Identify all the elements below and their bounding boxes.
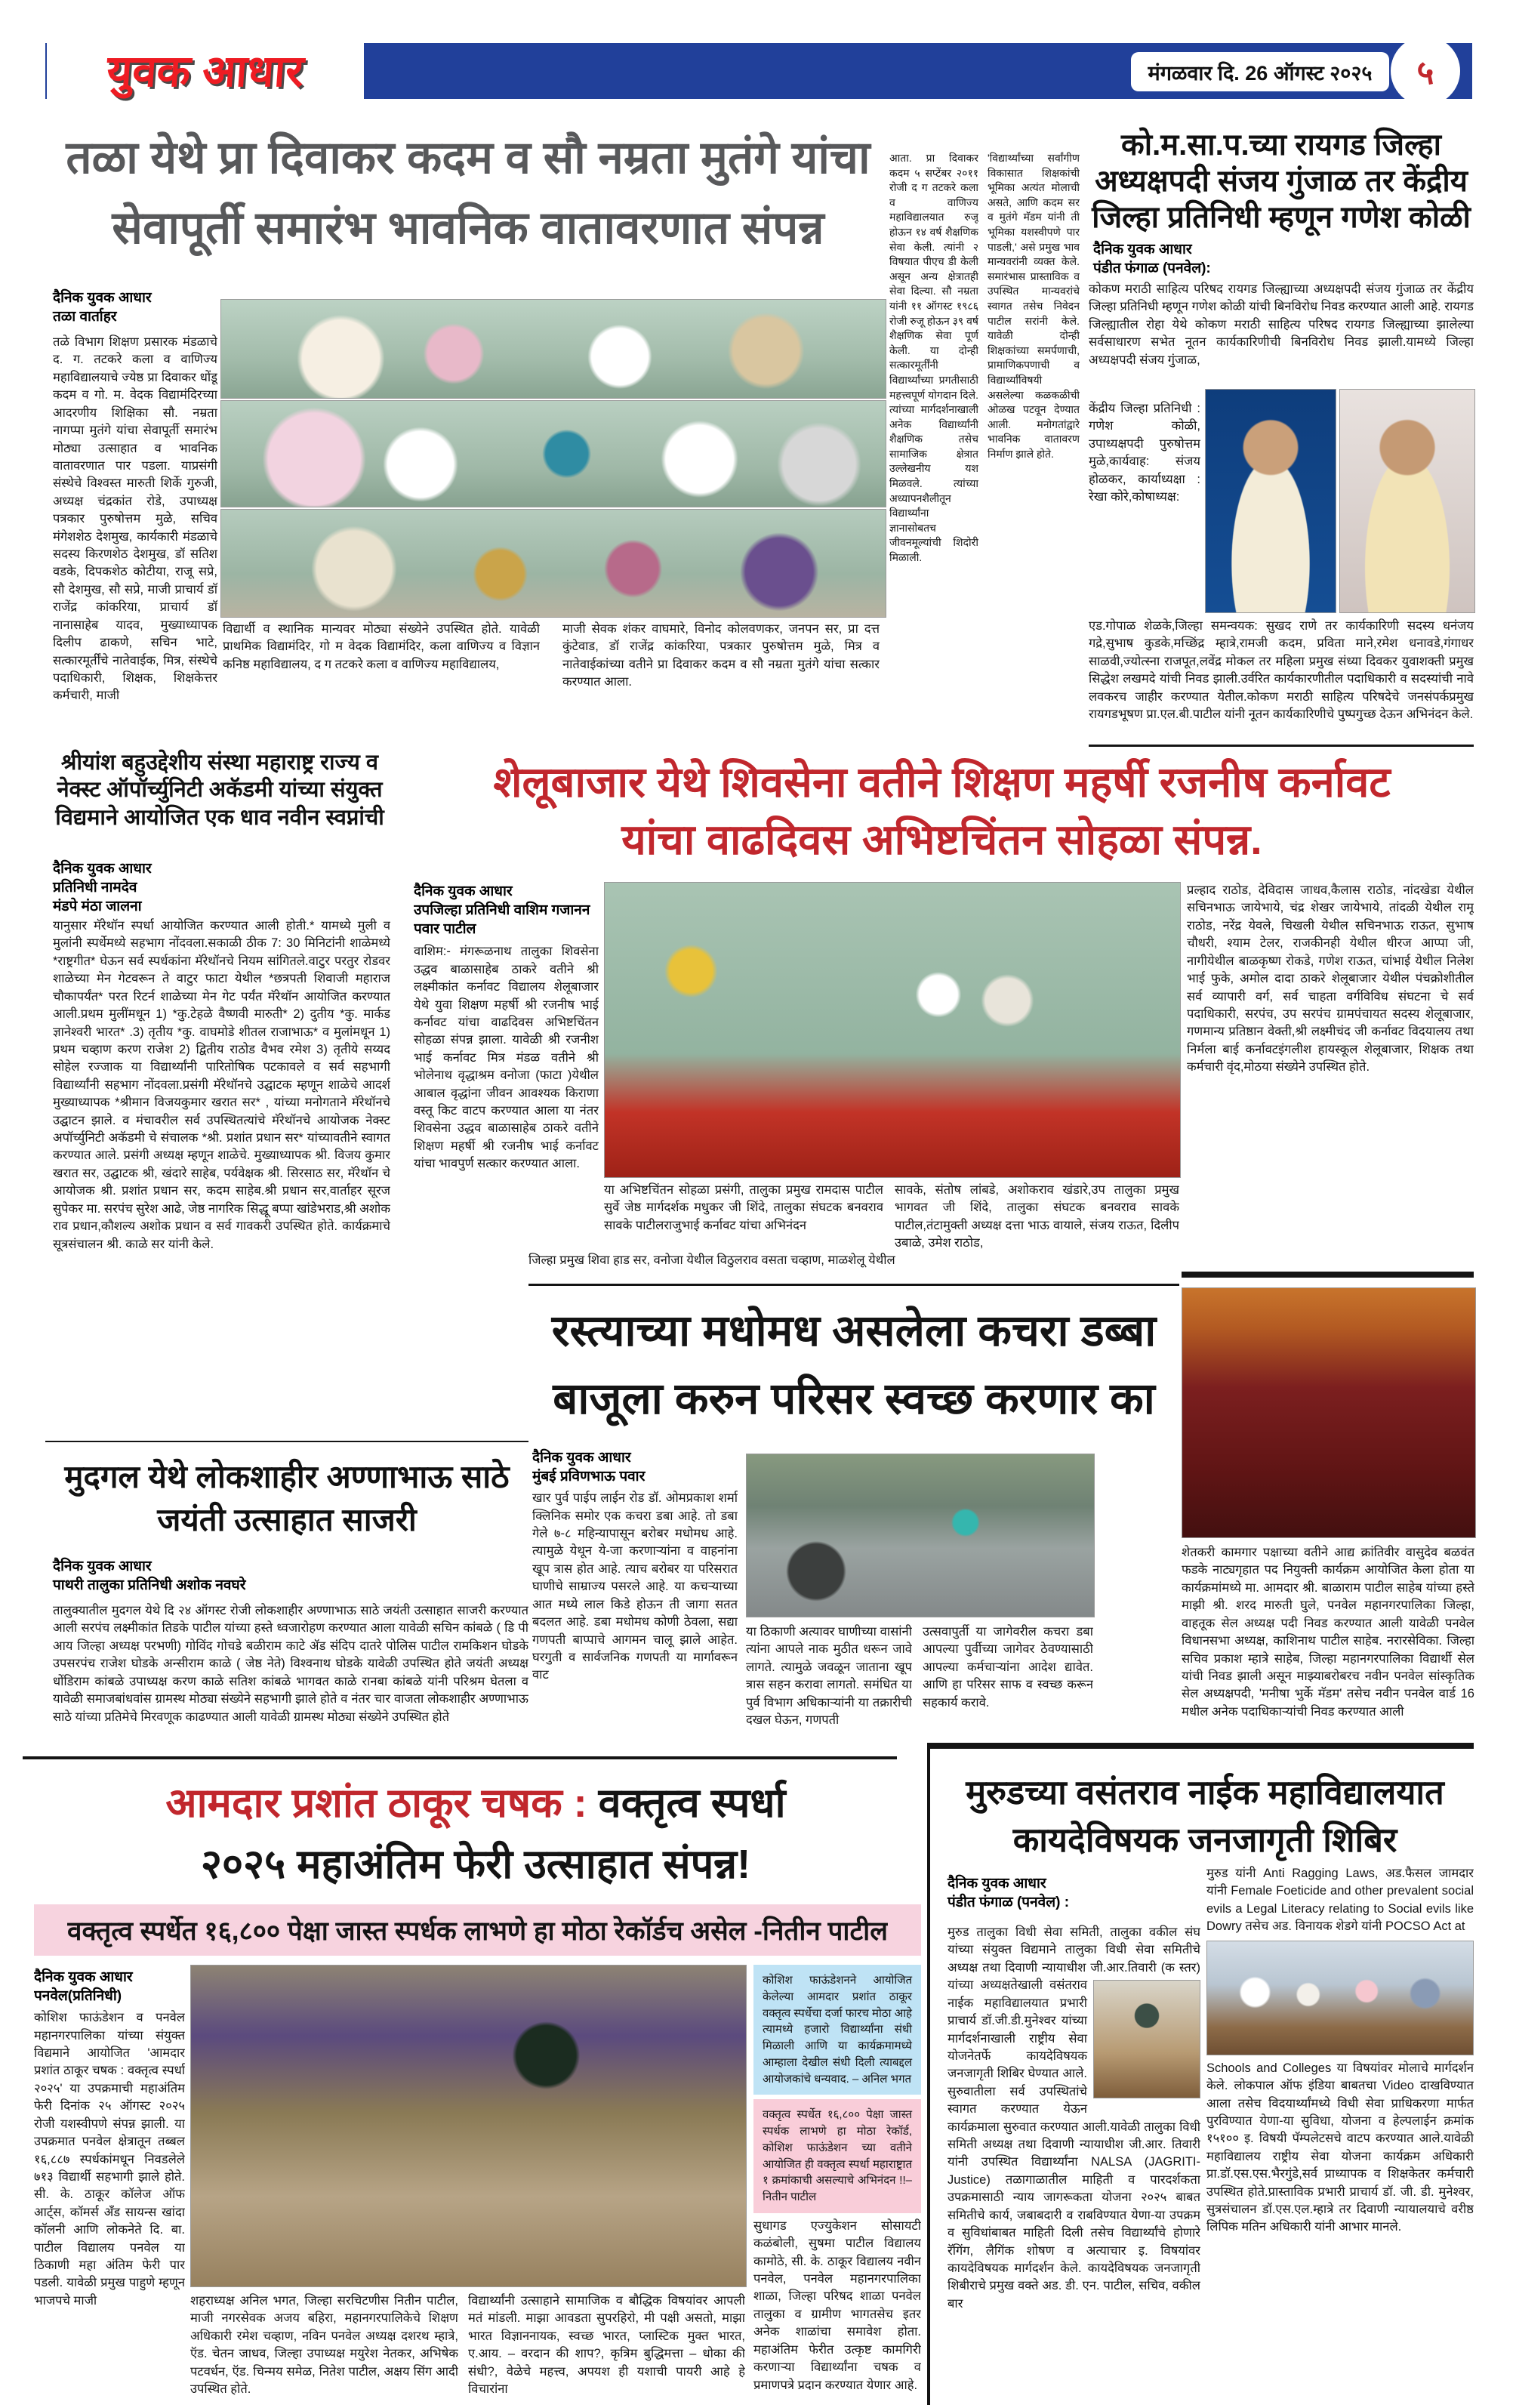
shelubajar-byline-reporter: उपजिल्हा प्रतिनिधी वाशिम गजानन पवार पाटील: [414, 902, 590, 938]
komasap-para2: एड.गोपाळ शेळके,जिल्हा समन्वयक: सुखद राणे तर कार्यकारिणी सदस्य धनंजय गद्रे,सुभाष कुडके,मच्छिंद्र म्हात्रे,रामजी कदम, प्रविता माने,रमेश धनावडे,गंगाधर साळवी,ज्योत्स्ना राजपूत,लवेंद्र मोकल तर महिला प्रमुख संध्या दिवकर युवाशक्ती प्रमुख सिद्धेश लखमदे यांची निवड झाली.उर्वरित कार्यकारणीतील पदाधिकारी व सदस्यांची नावे लवकरच जाहीर करण्यात येतील.कोकण मराठी साहित्य परिषदेचे जनसंपर्कप्रमुख रायगडभूषण प्रा.एल.बी.पाटील यांनी नूतन कार्यकारिणीचे पुष्पगुच्छ देऊन अभिनंदन केले.: [1089, 619, 1474, 722]
tala-col3: 'विद्यार्थ्यांच्या सर्वांगीण विकासात शिक्षकांची भूमिका अत्यंत मोलाची असते, आणि कदम सर व मुतंगे मॅडम यांनी ती भूमिका यशस्वीपणे पार पाडली,' असे प्रमुख भाव मान्यवरांनी व्यक्त केले. समारंभास प्रास्ताविक व उपस्थित मान्यवरांचे स्वागत तसेच निवेदन पाटील सरांनी केले. यावेळी दोन्ही शिक्षकांच्या समर्पणाची, प्रामाणिकपणाची व विद्यार्थ्यांविषयी असलेल्या कळकळीची ओळख पटवून देण्यात आली. मनोगतांद्वारे भावनिक वातावरण निर्माण झाले होते.: [988, 152, 1080, 460]
thakur-caption-a: शहराध्यक्ष अनिल भगत, जिल्हा सरचिटणीस नितीन पाटील, माजी नगरसेवक अजय बहिरा, महानगरपालिकेचे शिक्षण अधिकारी रमेश चव्हाण, नविन पनवेल अध्यक्ष दशरथ म्हात्रे, ऍड. चेतन जाधव, जिल्हा उपाध्यक्ष मयुरेश नेतकर, अभिषेक पटवर्धन, ऍड. चिन्मय समेळ, नितेश पाटील, अक्षय सिंग आदी उपस्थित होते.: [190, 2294, 458, 2397]
kachra-caption-left: या ठिकाणी अत्यावर घाणीच्या वासांनी त्यांना आपले नाक मुठीत धरून जावे लागते. त्यामुळे जवळून जाताना खूप त्रास सहन करावा लागतो. समंधित या पुर्व विभाग अधिकाऱ्यांनी या तक्रारीची दखल घेऊन, गणपती: [746, 1625, 912, 1728]
thakur-banner-text: वक्तृत्व स्पर्धेत १६,८०० पेक्षा जास्त स्पर्धक लाभणे हा मोठा रेकॉर्डच असेल -नितीन पाटील: [67, 1916, 888, 1946]
thakur-byline-paper: दैनिक युवक आधार: [34, 1969, 133, 1985]
photo-felicitation-1: [220, 299, 886, 399]
shriyansh-byline-line3: मंडपे मंठा जालना: [53, 899, 142, 915]
thakur-blue-box: कोशिश फाऊंडेशनने आयोजित केलेल्या आमदार प्रशांत ठाकूर वक्तृत्व स्पर्धेचा दर्जा फारच मोठा आहे त्यामध्ये हजारो विद्यार्थ्यांना संधी मिळाली आणि या कार्यक्रमामध्ये आम्हाला देखील संधी दिली त्याबद्दल आयोजकांचे धन्यवाद. – अनिल भगत: [753, 1965, 921, 2095]
shelubajar-caption-bottom: जिल्हा प्रमुख शिवा हाड सर, वनोजा येथील विठुलराव वसता चव्हाण, माळशेलू येथील: [528, 1253, 895, 1267]
shelubajar-col1: [414, 882, 599, 1286]
thakur-headline-line2: २०२५ महाअंतिम फेरी उत्साहात संपन्न!: [200, 1842, 751, 1887]
mudgal-headline: मुदगल येथे लोकशाहीर अण्णाभाऊ साठे जयंती उत्साहात साजरी: [64, 1459, 510, 1537]
masthead-logo: [47, 35, 364, 103]
mudgal-byline-paper: दैनिक युवक आधार: [53, 1559, 152, 1574]
photo-speech-competition: [190, 1965, 747, 2287]
logo-text: युवक आधार: [105, 46, 306, 96]
komasap-side: केंद्रीय जिल्हा प्रतिनिधी : गणेश कोळी, उपाध्यक्षपदी पुरुषोत्तम मुळे,कार्यवाह: संजय होळकर, कार्याध्यक्षा : रेखा कोरे,कोषाध्यक्ष:: [1089, 402, 1200, 504]
komasap-byline: [1093, 240, 1474, 278]
mudgal-body: तालुक्यातील मुदगल येथे दि २४ ऑगस्ट रोजी लोकशाहीर अण्णाभाऊ साठे जयंती उत्साहात साजरी करण्यात आली सरपंच लक्ष्मीकांत तिडके पाटील यांच्या हस्ते ध्वजारोहण करण्यात आला यावेळी सचिन कांबळे ( डि पी आय जिल्हा अध्यक्ष परभणी) गोविंद गोचडे बळीराम काटे ॲड संदिप दातरे पोलिस पाटील रामकिशन घोडके उपसरपंच राजेश घोडके अन्सीराम काळे ( जेष्ठ नेते) विश्वनाथ घोडके यावेळी उपस्थित होते जयंती अध्यक्ष धोंडिराम कांबळे उपाध्यक्ष करण काळे सतिश कांबळे भागवत काळे रानबा कांबळे यांनी परिश्रम घेतला व यावेळी समाजबांधवांस ग्रामस्थ मोठ्या संख्येने सहभागी झाले होते व नंतर चार वाजता लोकशाहीर अण्णाभाऊ साठे यांच्या प्रतिमेचे मिरवणूक काढण्यात आली यावेळी ग्रामस्थ मोठ्या संख्येने उपस्थित होते: [53, 1604, 528, 1724]
kachra-body: खार पुर्व पाईप लाईन रोड डॉ. ओमप्रकाश शर्मा क्लिनिक समोर एक कचरा डबा आहे. तो डबा गेले ७-८ महिन्यापासून बरोबर मधोमध आहे. त्यामुळे येथून ये-जा करणाऱ्यांना व वाहनांना खूप त्रास होत आहे. त्याच बरोबर या परिसरात घाणीचे साम्राज्य पसरले आहे. या कचऱ्याच्या आत मध्ये लाल किडे होऊन ती जागा सतत बदलत आहे. डबा मधोमध कोणी ठेवला, सद्या गणपती बाप्पाचे आगमन चालू झाले आहेत. घरगुती व सार्वजनिक गणपती या मार्गावरून वाट: [532, 1491, 738, 1682]
murud-col1: [948, 1924, 1200, 2404]
tala-byline-reporter: तळा वार्ताहर: [53, 309, 117, 325]
murud-col1-seg1: मुरुड तालुका विधी सेवा समिती, तालुका वकील संघ यांच्या संयुक्त विद्यमाने तालुका विधी सेवा समितीचे अध्यक्ष तथा दिवाणी न्यायाधीश जी.आर.तिवारी (क स्तर): [948, 1925, 1200, 1975]
shriyansh-headline: श्रीयांश बहुउद्देशीय संस्था महाराष्ट्र राज्य व नेक्स्ट ऑपॉर्च्युनिटी अकॅडमी यांच्या संयुक्त विद्यमाने आयोजित एक धाव नवीन स्वप्नांची: [55, 751, 384, 830]
masthead-date: [1131, 52, 1389, 91]
murud-byline: [948, 1874, 1204, 1912]
divider: [1089, 745, 1474, 747]
photo-podium-speaker: [1093, 1980, 1200, 2098]
thakur-headline-red: आमदार प्रशांत ठाकूर चषक :: [165, 1781, 599, 1826]
shriyansh-byline-paper: दैनिक युवक आधार: [53, 861, 152, 877]
mudgal-byline-reporter: पाथरी तालुका प्रतिनिधी अशोक नवघरे: [53, 1577, 246, 1594]
tala-col1: तळे विभाग शिक्षण प्रसारक मंडळाचे द. ग. तटकरे कला व वाणिज्य महाविद्यालयाचे ज्येष्ठ प्रा दिवाकर धोंडू कदम व गो. म. वेदक विद्यामंदिरच्या आदरणीय शिक्षिका सौ. नम्रता नागप्पा मुतंगे यांचा सेवापूर्ती समारंभ मोठ्या उत्साहात व भावनिक वातावरणात पार पडला. याप्रसंगी संस्थेचे विश्वस्त मारुती शिर्के गुरुजी, अध्यक्ष चंद्रकांत रोडे, उपाध्यक्ष पत्रकार पुरुषोत्तम मुळे, सचिव मंगेशशेठ देशमुख, कार्यकारी मंडळाचे सदस्य किरणशेठ देशमुख, डॉ सतिश वडके, दिपकशेठ कोटीया, राजू सप्रे, सौ देशमुख, सौ सप्रे, माजी प्राचार्य डॉ राजेंद्र कांकरिया, प्राचार्य डॉ नानासाहेब यादव, मुख्याध्यापक दिलीप ढाकणे, सचिन भाटे, सत्कारमूर्तींचे नातेवाईक, मित्र, संस्थेचे पदाधिकारी, शिक्षक, शिक्षकेत्तर कर्मचारी, माजी: [53, 335, 217, 703]
thakur-banner: [34, 1904, 921, 1956]
photo-felicitation-3: [220, 509, 886, 618]
divider: [1182, 1272, 1474, 1278]
photo-garbage-street: [746, 1454, 1095, 1617]
thakur-col1: [34, 1968, 185, 2404]
divider: [23, 1756, 897, 1759]
tala-byline: [53, 288, 217, 326]
divider: [927, 1743, 1474, 1749]
divider: [528, 1284, 1179, 1286]
shelubajar-body: वाशिम:- मंगरूळनाथ तालुका शिवसेना उद्धव बाळासाहेब ठाकरे वतीने श्री लक्ष्मीकांत कर्नावट विद्यालय शेलूबाजार येथे युवा शिक्षण महर्षी श्री रजनीष भाई कर्नावट यांचा वाढदिवस अभिष्टचिंतन सोहळा संपन्न झाला. यावेळी श्री रजनीश भाई कर्नावट मित्र मंडळ वतीने श्री भोलेनाथ वृद्धाश्रम वनोजा (फाटा )येथील आबाल वृद्धांना जीवन आवश्यक किराणा वस्तू किट वाटप करण्यात आला या नंतर शिवसेना उद्धव बाळासाहेब ठाकरे वतीने शिक्षण महर्षी श्री रजनीष भाई कर्नावट यांचा भावपुर्ण सत्कार करण्यात आला.: [414, 945, 599, 1171]
shriyansh-byline: [53, 859, 393, 916]
kachra-byline-paper: दैनिक युवक आधार: [532, 1450, 631, 1466]
photo-legal-camp-panel: [1206, 1941, 1474, 2055]
murud-byline-paper: दैनिक युवक आधार: [948, 1876, 1046, 1892]
photo-shelubajar-event: [604, 882, 1181, 1178]
thakur-caption-b: विद्यार्थ्यांनी उत्साहाने सामाजिक व बौद्धिक विषयांवर आपली मतं मांडली. माझा आवडता सुपरहिरो, मी पक्षी असतो, माझा भारत विज्ञाननायक, स्वच्छ भारत, प्लास्टिक मुक्त भारत, ए.आय. – वरदान की शाप?, कृत्रिम बुद्धिमत्ता – धोका की संधी?, वेळेचे महत्त्व, अपयश ही यशाची पायरी आहे हे विचारांना: [468, 2294, 745, 2397]
divider: [927, 1743, 930, 2405]
kachra-col1: [532, 1448, 738, 1754]
divider: [45, 1441, 528, 1442]
tala-caption-left: विद्यार्थी व स्थानिक मान्यवर मोठ्या संख्येने उपस्थित होते. यावेळी प्राथमिक विद्यामंदिर, गो म वेदक विद्यामंदिर, कला वाणिज्य व विज्ञान कनिष्ठ महाविद्यालय, द ग तटकरे कला व वाणिज्य महाविद्यालय,: [223, 622, 540, 671]
photo-sanjay-gunjal-portrait: [1205, 389, 1336, 613]
murud-byline-reporter: पंडीत फंगाळ (पनवेल) :: [948, 1895, 1070, 1911]
date-text: मंगळवार दि. 26 ऑगस्ट २०२५: [1148, 61, 1373, 85]
photo-ganesh-koli-portrait: [1339, 389, 1475, 613]
shelubajar-caption-right: सावके, संतोष लांबडे, अशोकराव खंडारे,उप तालुका प्रमुख भागवत जी शिंदे, तालुका संघटक बनवराव सावके पाटील,तंटामुक्ती अध्यक्ष दत्ता भाऊ वायाले, संजय राऊत, दिलीप उबाळे, उमेश राठोड,: [895, 1183, 1179, 1250]
thakur-col4-body: सुधागड एज्युकेशन सोसायटी कळंबोली, सुषमा पाटील विद्यालय कामोठे, सी. के. ठाकूर विद्यालय नवीन पनवेल, पनवेल महानगरपालिका शाळा, जिल्हा परिषद शाळा पनवेल तालुका व ग्रामीण भागतसेच इतर अनेक शाळांचा समावेश होता. महाअंतिम फेरीत उत्कृष्ट कामगिरी करणाऱ्या विद्यार्थ्यांना चषक व प्रमाणपत्रे प्रदान करण्यात येणार आहे.: [753, 2218, 921, 2392]
photo-felicitation-2: [220, 400, 886, 507]
komasap-headline: को.म.सा.प.च्या रायगड जिल्हा अध्यक्षपदी संजय गुंजाळ तर केंद्रीय जिल्हा प्रतिनिधी म्हणून गणेश कोळी: [1092, 128, 1471, 234]
kachra-headline: [530, 1297, 1178, 1441]
komasap-byline-reporter: पंडीत फंगाळ (पनवेल):: [1093, 261, 1211, 277]
shriyansh-body: यानुसार मॅरेथॉन स्पर्धा आयोजित करण्यात आली होती.* यामध्ये मुली व मुलांनी स्पर्धेमध्ये सहभाग नोंदवला.सकाळी ठीक 7: 30 मिनिटांनी शाळेमध्ये *राष्ट्रगीत* घेऊन सर्व स्पर्धकांना मॅरेथॉनचे नियम सांगितले.वाटुर परतुर रोडवर शाळेच्या मेन गेटवरून ते वाटुर फाटा येथील *छत्रपती शिवाजी महाराज चौकापर्यंत* परत रिटर्न शाळेच्या मेन गेट पर्यंत मॅरेथॉन आयोजित करण्यात आली.प्रथम मुलींमधून 1) *कु.टेहळे वैष्णवी मारुती* 2) दुतीय *कु. मार्कड ज्ञानेश्वरी भारत* .3) तृतीय *कु. वाघमोडे शीतल राजाभाऊ* व मुलांमधून 1) प्रथम चव्हाण करण राजेश 2) द्वितीय राठोड वैभव रमेश 3) तृतीये सय्यद सोहेल रज्जाक या विद्यार्थ्यांनी पारितोषिक पटकावले व सर्व सहभागी विद्यार्थ्यांनी सहभाग नोंदवला.प्रसंगी मॅरेथॉनचे उद्घाटक म्हणून शाळेचे आदर्श मुख्याध्यापक *श्रीमान विजयकुमार खरात सर* , यांच्या मनोगताने मॅरेथॉनचे उद्घाटन झाले. व मंचावरील सर्व उपस्थितत्यांचे मॅरेथॉनचे आयोजक नेक्स्ट अपॉर्च्युनिटी अकॅडमी चे संचालक *श्री. प्रशांत प्रधान सर* यांच्यावतीने स्वागत करण्यात आले. प्रसंगी अध्यक्ष म्हणून शाळेचे. मुख्याध्यापक श्री. विजय कुमार खरात सर, उद्घाटक श्री, खंदारे साहेब, पर्यवेक्षक श्री. सिरसाठ सर, मॅरेथॉन चे आयोजक श्री. प्रशांत प्रधान सर, कदम साहेब.श्री प्रधान सर,वार्ताहर सूरज सुपेकर मा. सरपंच सुरेश आढे, जेष्ठ नागरिक सिद्धू बप्पा खांडेभराड,श्री अशोक राव प्रधान,कौशल्य अशोक प्रधान व सर्व गावकरी उपस्थित होते. कार्यक्रमाचे सूत्रसंचालन श्री. काळे सर यांनी केले.: [53, 919, 390, 1251]
page-number: ५: [1416, 54, 1434, 91]
murud-headline: मुरुडच्या वसंतराव नाईक महाविद्यालयात कायदेविषयक जनजागृती शिबिर: [966, 1773, 1444, 1859]
tala-headline: तळा येथे प्रा दिवाकर कदम व सौ नम्रता मुतंगे यांचा सेवापूर्ती समारंभ भावनिक वातावरणात संपन्न: [66, 132, 870, 253]
shelubajar-headline-line1: शेलूबाजार येथे शिवसेना वतीने शिक्षण महर्षी रजनीष कर्नावट: [493, 758, 1391, 806]
murud-col2-seg1: मुरुड यांनी Anti Ragging Laws, अड.फैसल जामदार यांनी Female Foeticide and other prevalent social evils a Legal Literacy relating to Social evils like Dowry तसेच अड. विनायक शेडगे यांनी POCSO Act at: [1206, 1867, 1474, 1934]
tala-byline-paper: दैनिक युवक आधार: [53, 290, 152, 306]
kachra-caption-right: उत्सवापुर्ती या जागेवरील कचरा डबा आपल्या पुर्वीच्या जागेवर ठेवण्यासाठी आपल्या कर्मचाऱ्यांना आदेश द्यावेत. आणि हा परिसर साफ व स्वच्छ करून सहकार्य करावे.: [923, 1625, 1093, 1710]
kachra-headline-line2: बाजूला करुन परिसर स्वच्छ करणार का: [553, 1374, 1155, 1423]
komasap-para1: कोकण मराठी साहित्य परिषद रायगड जिल्ह्याच्या अध्यक्षपदी संजय गुंजाळ तर केंद्रीय जिल्हा प्रतिनिधी म्हणून गणेश कोळी यांची बिनविरोध निवड करण्यात आली आहे. रायगड जिल्ह्यातील रोहा येथे कोकण मराठी साहित्य परिषद रायगड जिल्ह्याच्या झालेल्या सर्वसाधारण सभेत नूतन कार्यकारिणीची बिनविरोध निवड झाली.यामध्ये जिल्हा अध्यक्षपदी संजय गुंजाळ,: [1089, 282, 1474, 367]
tala-caption-right: माजी सेवक शंकर वाघमारे, विनोद कोलवणकर, जनपन सर, प्रा दत्त कुंटेवाड, डॉ राजेंद्र कांकरिया, पत्रकार पुरुषोत्तम मुळे, मित्र व नातेवाईकांच्या वतीने प्रा दिवाकर कदम व सौ नम्रता मुतंगे यांचा सत्कार करण्यात आला.: [562, 622, 880, 689]
photo-appointment-ceremony: [1182, 1287, 1476, 1538]
shelubajar-byline-paper: दैनिक युवक आधार: [414, 883, 513, 899]
komasap-byline-paper: दैनिक युवक आधार: [1093, 242, 1192, 257]
tala-col2: आता. प्रा दिवाकर कदम ५ सप्टेंबर २०११ रोजी द ग तटकरे कला व वाणिज्य महाविद्यालयात रुजू होऊन १४ वर्ष शैक्षणिक सेवा केली. त्यांनी २ विषयात पीएच डी केली असून अन्य क्षेत्रातही सेवा दिल्या. सौ नम्रता यांनी ११ ऑगस्ट १९८६ रोजी रुजू होऊन ३९ वर्ष शैक्षणिक सेवा पूर्ण केली. या दोन्ही सत्कारमूर्तींनी विद्यार्थ्यांच्या प्रगतीसाठी महत्त्वपूर्ण योगदान दिले. त्यांच्या मार्गदर्शनाखाली अनेक विद्यार्थ्यांनी शैक्षणिक तसेच सामाजिक क्षेत्रात उल्लेखनीय यश मिळवले. त्यांच्या अध्यापनशैलीतून विद्यार्थ्यांना ज्ञानासोबतच जीवनमूल्यांची शिदोरी मिळाली.: [889, 152, 978, 564]
shriyansh-byline-line2: प्रतिनिधी नामदेव: [53, 880, 137, 896]
kachra-headline-line1: रस्त्याच्या मधोमध असलेला कचरा डब्बा: [551, 1306, 1157, 1355]
thakur-col4: [753, 1965, 921, 2404]
thakur-byline-reporter: पनवेल(प्रतिनिधी): [34, 1988, 122, 2005]
shelubajar-headline-line2: यांचा वाढदिवस अभिष्टचिंतन सोहळा संपन्न.: [621, 815, 1262, 863]
kachra-byline-reporter: मुंबई प्रविणभाऊ पवार: [532, 1469, 646, 1485]
shelubajar-names: प्रल्हाद राठोड, देविदास जाधव,कैलास राठोड, नांदखेडा येथील सचिनभाऊ जायेभाये, चंद्र शेखर जायेभाये, तांदळी येथील रामू राठोड, नरेंद्र येवले, चिखली येथील सचिनभाऊ राऊत, सुभाष चौधरी, श्याम टेलर, राजकीनही येथील धीरज आप्पा जी, नागीयेथील बाळकृष्ण रोकडे, गणेश राऊत, चांभाई येथील निलेश भाई फुके, अमोल दादा ठाकरे शेलूबाजार येथील पंचक्रोशीतील सर्व व्यापारी वर्ग, सर्व चाहता वर्गविविध संघटना चे सर्व पदाधिकारी, सरपंच, उप सरपंच ग्रामपंचायत सदस्य शेलूबाजार, गणमान्य प्रतिष्ठान वेक्ती,श्री लक्ष्मीचंद जी कर्नावट विदयालय तथा निर्मला बाई कर्नावटइंगलीश हायस्कूल शेलूबाजार, शिक्षक तथा कर्मचारी वृंद,मोठया संख्येने उपस्थित होते.: [1187, 883, 1474, 1075]
tala-photo-stack: [220, 299, 885, 615]
thakur-headline-black: वक्तृत्व स्पर्धा: [598, 1781, 786, 1826]
thakur-body: कोशिश फाऊंडेशन व पनवेल महानगरपालिका यांच्या संयुक्त विद्यमाने आयोजित 'आमदार प्रशांत ठाकूर चषक : वक्तृत्व स्पर्धा २०२५' या उपक्रमाची महाअंतिम फेरी दिनांक २५ ऑगस्ट २०२५ रोजी यशस्वीपणे संपन्न झाली. या उपक्रमात पनवेल क्षेत्रातून तब्बल १६,८८७ स्पर्धकांमधून निवडलेले ७१३ विद्यार्थी सहभागी झाले होते. सी. के. ठाकूर कॉलेज ऑफ आर्ट्स, कॉमर्स अँड सायन्स खांदा कॉलनी आणि लोकनेते दि. बा. पाटील विद्यालय पनवेल या ठिकाणी महा अंतिम फेरी पार पडली. यावेळी प्रमुख पाहुणे म्हणून भाजपचे माजी: [34, 2011, 185, 2308]
murud-col2: [1206, 1865, 1474, 2404]
thakur-headline: [30, 1773, 921, 1900]
murud-col1-seg2: यांच्या अध्यक्षतेखाली वसंतराव नाईक महाविद्यालयात प्रभारी प्राचार्य डॉ.जी.डी.मुनेश्वर यांच्या मार्गदर्शनाखाली राष्ट्रीय सेवा योजनेतर्फे कायदेविषयक जनजागृती शिबिर घेण्यात आले. सुरुवातीला सर्व उपस्थितांचे स्वागत करण्यात येऊन कार्यक्रमाला सुरुवात करण्यात आली.यावेळी तालुका विधी समिती अध्यक्ष तथा दिवाणी न्यायाधीश जी.आर. तिवारी यांनी उपस्थित विद्यार्थ्यांना NALSA (JAGRITI-Justice) तळागाळातील माहिती व पारदर्शकता उपक्रमासाठी न्याय जागरूकता योजना २०२५ बाबत समितीचे कार्य, जबाबदारी व राबविण्यात येणा-या उपक्रम व सुविधांबाबत माहिती दिली तसेच विद्यार्थ्यांचे होणारे रॅगिंग, लैगिंक शोषण व अत्याचार इ. विषयांवर कायदेविषयक मार्गदर्शन केले. कायदेविषयक जनजागृती शिबीराचे प्रमुख वक्ते अड. डी. एन. पाटील, सचिव, वकील बार: [948, 1978, 1200, 2311]
shelubajar-caption-left: या अभिष्टचिंतन सोहळा प्रसंगी, तालुका प्रमुख रामदास पाटील सुर्वे जेष्ठ मार्गदर्शक मधुकर जी शिंदे, तालुका संघटक बनवराव सावके पाटीलराजुभाई कर्नावट यांचा अभिनंदन: [604, 1183, 883, 1232]
murud-col2-seg2: Schools and Colleges या विषयांवर मोलाचे मार्गदर्शन केले. लोकपाल ऑफ इंडिया बाबतचा Video दाखविण्यात आला तसेच विदयार्थ्यांमध्ये विधी सेवा प्राधिकरणा मार्फत पुरविण्यात येणा-या सुविधा, योजना व हेल्पलाईन क्रमांक १५१०० इ. विषयी पॅम्पलेटसचे वाटप करण्यात आले.यावेळी महाविद्यालय राष्ट्रीय सेवा योजना कार्यक्रम अधिकारी प्रा.डॉ.एस.एस.भैरगुंडे,सर्व प्राध्यापक व शिक्षकेतर कर्मचारी उपस्थित होते.प्रास्ताविक प्रभारी प्राचार्य डॉ. जी. डी. मुनेश्वर, सुत्रसंचालन डॉ.एस.एल.म्हात्रे तर दिवाणी न्यायालयाचे वरीष्ठ लिपिक मतिन अधिकारी यांनी आभार मानले.: [1206, 2061, 1474, 2234]
shelubajar-headline: [411, 754, 1472, 874]
mudgal-byline: [53, 1557, 521, 1595]
page-number-badge: [1391, 36, 1460, 106]
shetkari-body: शेतकरी कामगार पक्षाच्या वतीने आद्य क्रांतिवीर वासुदेव बळवंत फडके नाट्यगृहात पद नियुक्ती कार्यक्रम आयोजित केला होता या कार्यक्रमांमध्ये मा. आमदार श्री. बाळाराम पाटील साहेब यांच्या हस्ते माझी श्री. शरद मारुती घुले, पनवेल महानगरपालिका जिल्हा, वाहतूक सेल अध्यक्ष पदी निवड करण्यात आली यावेळी पनवेल विधानसभा अध्यक्ष, काशिनाथ पाटील साहेब. नरारसेविका. जिल्हा सचिव प्रकाश म्हात्रे साहेब, जिल्हा महानगरपालिका विद्यार्थी सेल यांची निवड झाली असून माझ्याबरोबरच नवीन पनवेल सांस्कृतिक सेल अध्यक्षपदी, 'मनीषा भुर्के मॅडम' तसेच नवीन पनवेल वार्ड 16 मधील अनेक पदाधिकाऱ्यांची निवड करण्यात आली: [1182, 1546, 1474, 1719]
thakur-pink-box: वक्तृत्व स्पर्धेत १६,८०० पेक्षा जास्त स्पर्धक लाभणे हा मोठा रेकॉर्ड, कोशिश फाऊंडेशन च्या वतीने आयोजित ही वक्तृत्व स्पर्धा महाराष्ट्रात १ क्रमांकाची असल्याचे अभिनंदन !!– नितीन पाटील: [753, 2099, 921, 2213]
